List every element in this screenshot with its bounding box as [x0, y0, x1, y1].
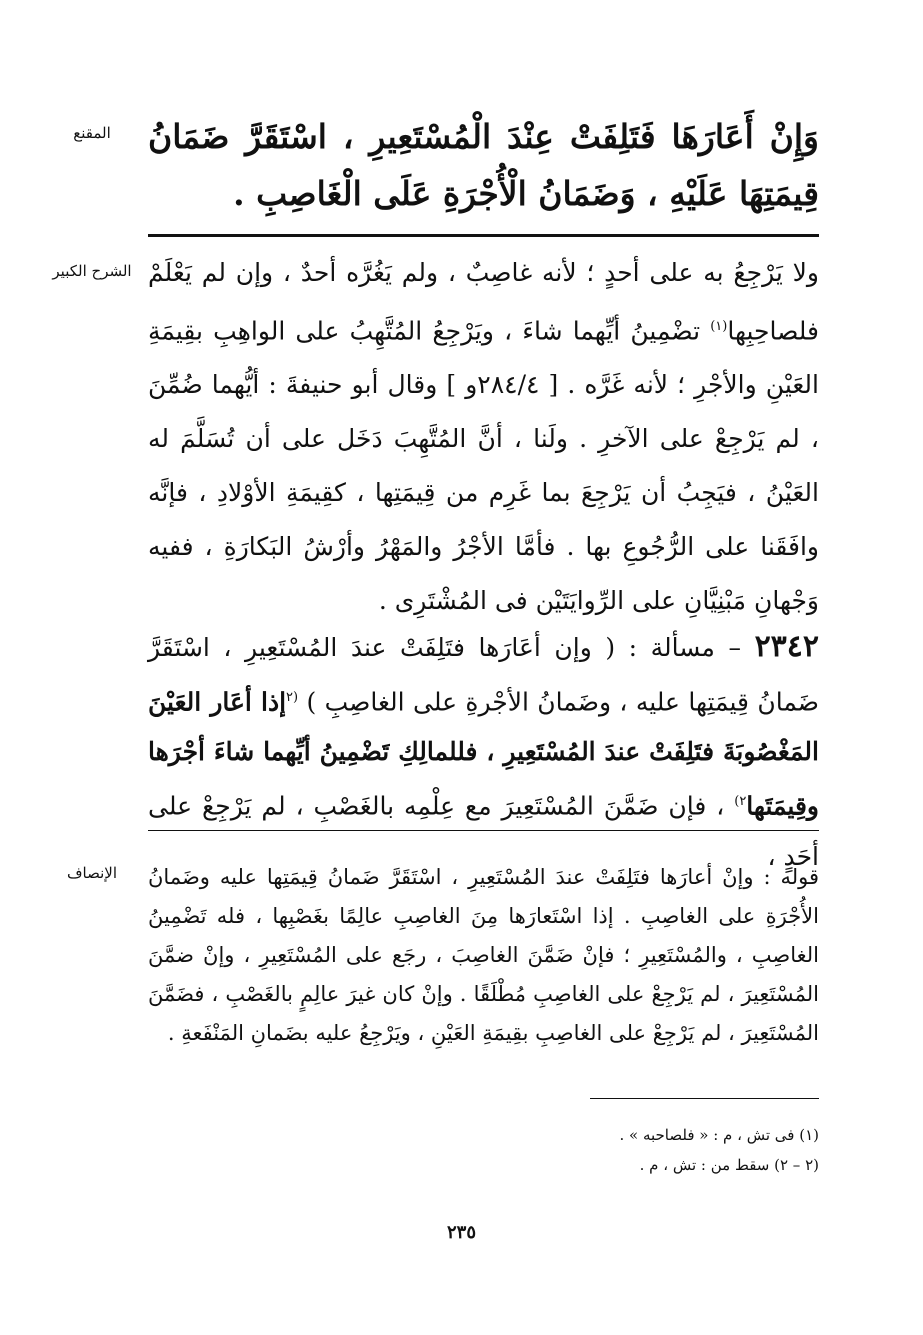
label-insaf: الإنصاف	[66, 864, 118, 882]
footnote-2: (٢ – ٢) سقط من : تش ، م .	[639, 1156, 819, 1174]
footnote-divider	[590, 1098, 819, 1099]
masala-paragraph	[148, 622, 819, 882]
footnote-ref-1: (١)	[710, 319, 728, 334]
label-sharh-kabir: الشرح الكبير	[52, 262, 132, 280]
sharh-text	[148, 246, 819, 628]
sharh-text-part1: ولا يَرْجِعُ به على أحدٍ ؛ لأنه غاصِبٌ ، ولم يَغُرَّه أحدٌ ، وإن لم يَعْلَمْ فلصاحِبِها	[148, 258, 819, 346]
footnote-ref-2-start: (٢	[286, 690, 299, 705]
sharh-text-part2: تضْمِينُ أيِّهما شاءَ ، ويَرْجِعُ المُتَّهِبُ على الواهِبِ بقِيمَةِ العَيْنِ والأجْرِ ؛ لأنه غَرَّه . [ ٢٨٤/٤و ] وقال أبو حنيفةَ : أيُّهما ضُمِّنَ ، لم يَرْجِعْ على الآخرِ . ولَنا ، أنَّ المُتَّهِبَ دَخَل على أن تُسَلَّمَ له العَيْنُ ، فيَجِبُ أن يَرْجِعَ بما غَرِم من قِيمَتِها ، كقِيمَةِ الأوْلادِ ، فإنَّه وافَقَنا على الرُّجُوعِ بها . فأمَّا الأجْرُ والمَهْرُ وأرْشُ البَكارَةِ ، ففيه وَجْهانِ مَبْنِيَّانِ على الرِّوايَتَيْن فى المُشْتَرِى .	[148, 316, 819, 616]
footnotes	[480, 1120, 819, 1180]
masala-intro: – مسألة : ( وإن أعَارَها فتَلِفَتْ عندَ المُسْتَعِيرِ ، اسْتَقَرَّ ضَمانُ قِيمَتِها عليه ، وضَمانُ الأجْرةِ على الغاصِبِ )	[148, 633, 819, 717]
footnote-ref-2-end: ٢)	[734, 794, 747, 810]
label-muqni: المقنع	[73, 124, 111, 142]
section-divider-thick	[148, 234, 819, 237]
section-divider-thin	[148, 830, 819, 831]
muqni-text: وَإِنْ أَعَارَهَا فَتَلِفَتْ عِنْدَ الْمُسْتَعِيرِ ، اسْتَقَرَّ ضَمَانُ قِيمَتِهَا عَلَيْهِ ، وَضَمَانُ الْأُجْرَةِ عَلَى الْغَاصِبِ .	[148, 117, 819, 213]
insaf-text: قوله : وإنْ أعارَها فتَلِفَتْ عندَ المُسْتَعِيرِ ، اسْتَقَرَّ ضَمانُ قِيمَتِها عليه وضَمانُ الأُجْرَةِ على الغاصِبِ . إذا اسْتَعارَها مِنَ الغاصِبِ عالِمًا بغَصْبِها ، فله تَضْمِينُ الغاصِبِ ، والمُسْتَعِيرِ ؛ فإنْ ضَمَّنَ الغاصِبَ ، رجَع على المُسْتَعِيرِ ، وإنْ ضمَّنَ المُسْتَعِيرَ ، لم يَرْجِعْ على الغاصِبِ مُطْلَقًا . وإنْ كان غيرَ عالِمٍ بالغَصْبِ ، فضَمَّنَ المُسْتَعِيرَ ، لم يَرْجِعْ على الغاصِبِ بقِيمَةِ العَيْنِ ، ويَرْجِعُ عليه بضَمانِ المَنْفَعةِ .	[148, 865, 819, 1045]
masala-tail: ، فإن ضَمَّنَ المُسْتَعِيرَ مع عِلْمِه بالغَصْبِ ، لم يَرْجِعْ على أحَدٍ ،	[148, 791, 819, 871]
page-number: ٢٣٥	[446, 1222, 476, 1243]
masala-number: ٢٣٤٢	[754, 629, 820, 664]
footnote-1: (١) فى تش ، م : « فلصاحبه » .	[619, 1126, 819, 1144]
masala-body: إذا أعَار العَيْنَ المَغْصُوبَةَ فتَلِفَتْ عندَ المُسْتَعِيرِ ، فللمالِكِ تَضْمِينُ أيِّهما شاءَ أجْرَها وقِيمَتَها	[148, 687, 820, 821]
